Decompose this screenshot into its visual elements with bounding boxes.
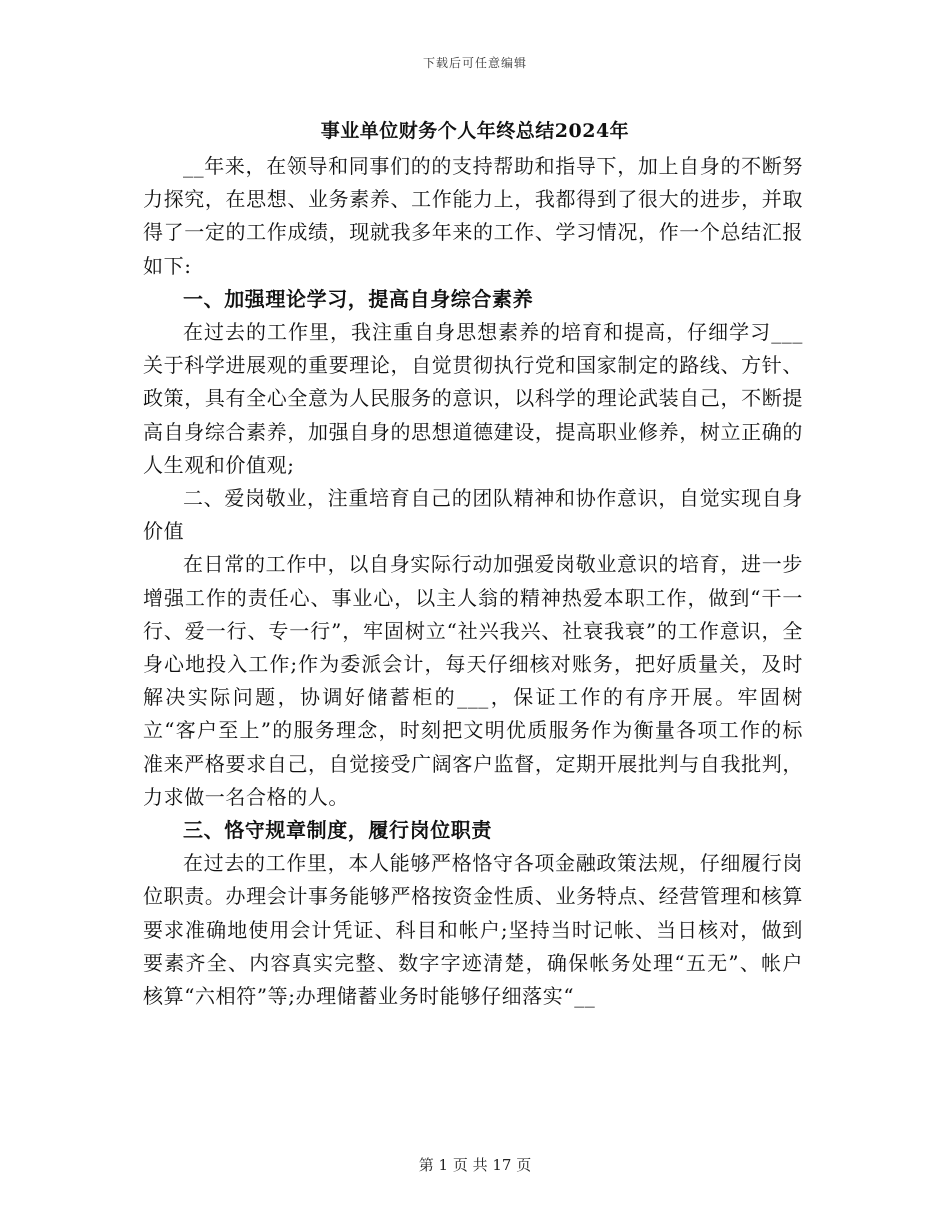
section-heading-2: 二、爱岗敬业，注重培育自己的团队精神和协作意识，自觉实现自身价值 [143, 486, 803, 544]
section-heading-3: 三、恪守规章制度，履行岗位职责 [183, 818, 492, 843]
section-heading-1: 一、加强理论学习，提高自身综合素养 [183, 286, 534, 311]
paragraph-section-3: 在过去的工作里，本人能够严格恪守各项金融政策法规，仔细履行岗位职责。办理会计事务能够严格按资金性质、业务特点、经营管理和核算要求准确地使用会计凭证、科目和帐户;坚持当时记帐、当日核对，做到要素齐全、内容真实完整、数字字迹清楚，确保帐务处理“五无”、帐户核算“六相符”等;办理储蓄业务时能够仔细落实“__ [143, 851, 803, 1009]
page-header-note: 下载后可任意编辑 [422, 56, 527, 70]
document-title: 事业单位财务个人年终总结2024年 [320, 120, 630, 142]
paragraph-intro: __年来，在领导和同事们的的支持帮助和指导下，加上自身的不断努力探究，在思想、业务素养、工作能力上，我都得到了很大的进步，并取得了一定的工作成绩，现就我多年来的工作、学习情况，作一个总结汇报如下: [143, 154, 803, 278]
document-body [143, 150, 803, 1013]
page-number: 第 1 页 共 17 页 [418, 1156, 532, 1174]
paragraph-section-2: 在日常的工作中，以自身实际行动加强爱岗敬业意识的培育，进一步增强工作的责任心、事业心，以主人翁的精神热爱本职工作，做到“干一行、爱一行、专一行”，牢固树立“社兴我兴、社衰我衰”的工作意识，全身心地投入工作;作为委派会计，每天仔细核对账务，把好质量关，及时解决实际问题，协调好储蓄柜的___，保证工作的有序开展。牢固树立“客户至上”的服务理念，时刻把文明优质服务作为衡量各项工作的标准来严格要求自己，自觉接受广阔客户监督，定期开展批判与自我批判，力求做一名合格的人。 [143, 552, 803, 809]
paragraph-section-1: 在过去的工作里，我注重自身思想素养的培育和提高，仔细学习___关于科学进展观的重要理论，自觉贯彻执行党和国家制定的路线、方针、政策，具有全心全意为人民服务的意识，以科学的理论武装自己，不断提高自身综合素养，加强自身的思想道德建设，提高职业修养，树立正确的人生观和价值观; [143, 320, 803, 477]
